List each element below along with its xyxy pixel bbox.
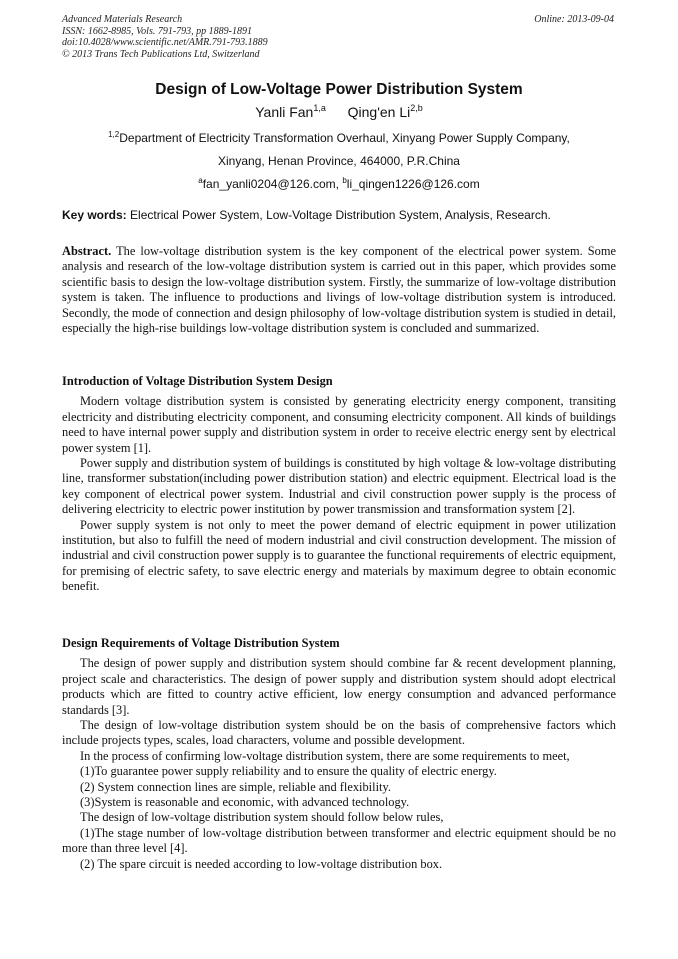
affiliation-line-2: Xinyang, Henan Province, 464000, P.R.China — [218, 154, 460, 168]
requirement-item: (2) System connection lines are simple, reliable and flexibility. — [80, 779, 391, 794]
author-name: Qing'en Li — [347, 104, 411, 120]
paragraph: Modern voltage distribution system is consisted by generating electricity energy component, transiting electricity and distributing electricity component, and consuming electricity component. All kinds of buildings need to have internal power supply and distribution system in order to receive electric energy sent by electrical power system [1]. — [62, 394, 616, 455]
keywords-label: Key words: — [62, 208, 127, 222]
journal-header — [62, 14, 422, 60]
abstract-text: The low-voltage distribution system is the key component of the electrical power system. Some analysis and research of the low-voltage distribution system is carried out in this paper, which provides some scientific basis to design the low-voltage distribution system. Firstly, the summarize of low-voltage distribution system is taken. The influence to productions and livings of low-voltage distribution system is introduced. Secondly, the mode of connection and design philosophy of low-voltage distribution system is studied in detail, especially the high-rise buildings low-voltage distribution system is concluded and summarized. — [62, 244, 616, 336]
section-heading: Design Requirements of Voltage Distribution System — [62, 636, 340, 650]
email-superscript: a — [198, 176, 203, 185]
author-list — [0, 103, 678, 121]
rule-item: (2) The spare circuit is needed according to low-voltage distribution box. — [80, 856, 443, 871]
abstract-label: Abstract. — [62, 244, 112, 258]
paragraph: The design of power supply and distribution system should combine far & recent development planning, project scale and characteristics. The design of power supply and distribution system should adopt electrical products which are fitted to country active efficient, low energy consumption and advanced performance standards [3]. — [62, 656, 616, 717]
paper-title: Design of Low-Voltage Power Distribution System — [155, 81, 523, 98]
affiliation-line-1: Department of Electricity Transformation Overhaul, Xinyang Power Supply Company, — [119, 131, 570, 145]
doi-line: doi:10.4028/www.scientific.net/AMR.791-793.1889 — [62, 37, 268, 48]
requirement-item: (1)To guarantee power supply reliability and to ensure the quality of electric energy. — [80, 764, 497, 779]
email-address[interactable]: li_qingen1226@126.com — [346, 177, 480, 191]
copyright-line: © 2013 Trans Tech Publications Ltd, Switzerland — [62, 48, 260, 60]
issn-line: ISSN: 1662-8985, Vols. 791-793, pp 1889-1891 — [62, 25, 252, 37]
affiliation — [0, 132, 678, 191]
keywords-text: Electrical Power System, Low-Voltage Distribution System, Analysis, Research. — [130, 208, 551, 222]
online-date: Online: 2013-09-04 — [534, 14, 614, 25]
section-design-requirements — [62, 636, 616, 872]
section-heading: Introduction of Voltage Distribution System Design — [62, 374, 333, 388]
author-superscript: 2,b — [410, 103, 423, 113]
paragraph: In the process of confirming low-voltage distribution system, there are some requirements to meet, — [80, 748, 570, 763]
journal-name: Advanced Materials Research — [62, 14, 183, 25]
section-introduction — [62, 374, 616, 595]
email-address[interactable]: fan_yanli0204@126.com — [202, 177, 336, 191]
rule-item: (1)The stage number of low-voltage distribution between transformer and electric equipment should be no more than three level [4]. — [62, 825, 616, 856]
paragraph: The design of low-voltage distribution system should be on the basis of comprehensive factors which include projects types, scales, load characters, volume and possible development. — [62, 718, 616, 748]
paragraph: The design of low-voltage distribution system should follow below rules, — [80, 810, 444, 825]
author-superscript: 1,a — [313, 103, 326, 113]
affiliation-superscript: 1,2 — [108, 130, 120, 139]
email-line: $^a$fan_yanli0204@126.com, $^b$li_qingen1226@126.com — [198, 176, 480, 191]
title-block — [0, 80, 678, 201]
paragraph: Power supply and distribution system of buildings is constituted by high voltage & low-voltage distributing line, transformer substation(including power distribution station) and electric equipment. Electrical load is the key component of electrical power system. Industrial and civil construction power supply is the process of delivering electricity to electric power institution by power transmission and transformation system [2]. — [62, 456, 616, 517]
requirement-item: (3)System is reasonable and economic, with advanced technology. — [80, 795, 410, 810]
keywords — [62, 208, 616, 222]
paragraph: Power supply system is not only to meet the power demand of electric equipment in power utilization institution, but also to fulfill the need of modern industrial and civil construction development. The mission of industrial and civil construction power supply is to guarantee the functional requirements of electric equipment, for premising of electric safety, to save electric energy and materials by maximum degree to obtain economic benefit. — [62, 517, 616, 594]
abstract — [62, 244, 616, 336]
email-superscript: b — [342, 176, 347, 185]
author-name: Yanli Fan — [255, 104, 314, 120]
